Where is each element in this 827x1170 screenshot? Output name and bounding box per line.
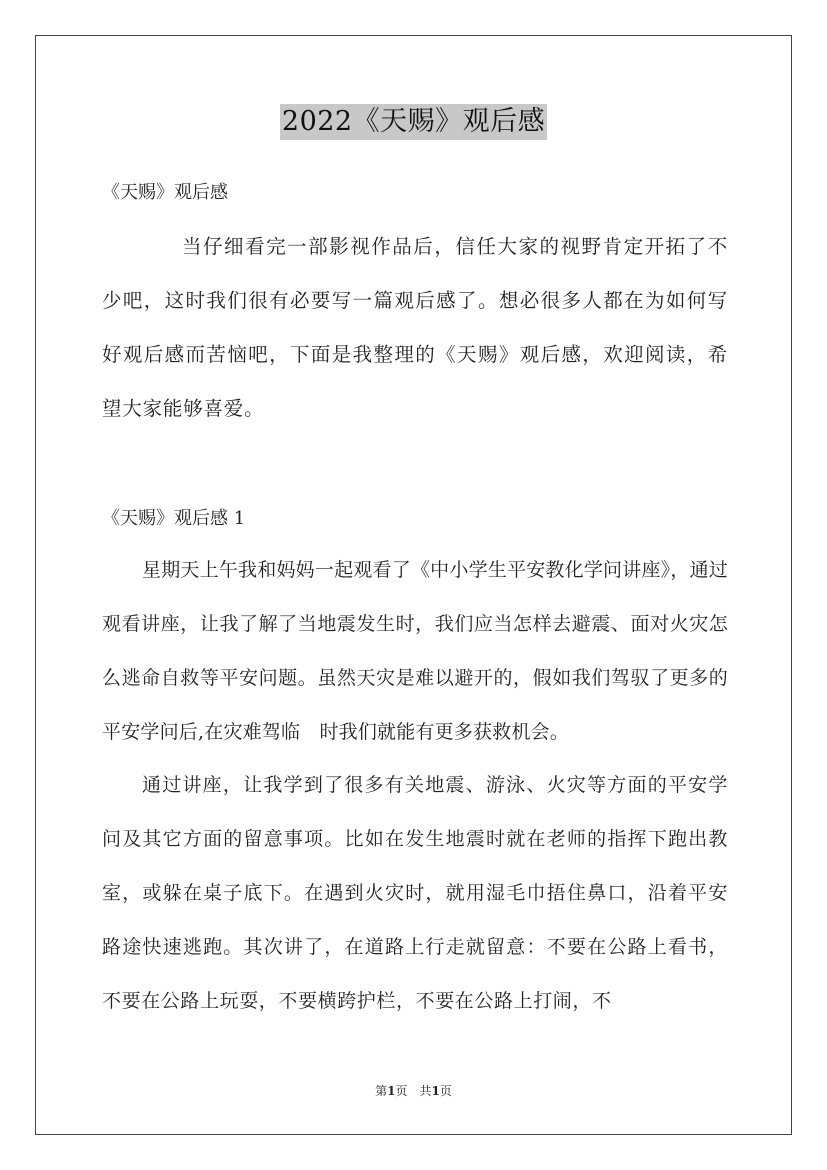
document-subtitle: 《天赐》观后感	[102, 182, 228, 203]
document-title	[0, 104, 827, 140]
document-title-text: 2022《天赐》观后感	[280, 104, 547, 140]
page-mid: 页 共	[395, 1084, 432, 1098]
page-footer	[0, 1082, 827, 1100]
page-suffix: 页	[439, 1084, 452, 1098]
body-paragraph: 通过讲座，让我学到了很多有关地震、游泳、火灾等方面的平安学问及其它方面的留意事项。比如在发生地震时就在老师的指挥下跑出教室，或躲在桌子底下。在遇到火灾时，就用湿毛巾捂住鼻口，沿着平安路途快速逃跑。其次讲了，在道路上行走就留意：不要在公路上看书，不要在公路上玩耍，不要横跨护栏，不要在公路上打闹，不	[102, 774, 728, 1012]
page-current-number: 1	[387, 1084, 396, 1098]
intro-paragraph: 当仔细看完一部影视作品后，信任大家的视野肯定开拓了不少吧，这时我们很有必要写一篇观后感了。想必很多人都在为如何写好观后感而苦恼吧，下面是我整理的《天赐》观后感，欢迎阅读，希望大家能够喜爱。	[102, 235, 728, 420]
body-paragraph: 星期天上午我和妈妈一起观看了《中小学生平安教化学问讲座》，通过观看讲座，让我了解了当地震发生时，我们应当怎样去避震、面对火灾怎么逃命自救等平安问题。虽然天灾是难以避开的，假如我们驾驭了更多的平安学问后,在灾难驾临 时我们就能有更多获救机会。	[102, 559, 728, 743]
section-heading: 《天赐》观后感 1	[102, 508, 246, 529]
page-total-number: 1	[431, 1084, 440, 1098]
page-prefix: 第	[375, 1084, 388, 1098]
